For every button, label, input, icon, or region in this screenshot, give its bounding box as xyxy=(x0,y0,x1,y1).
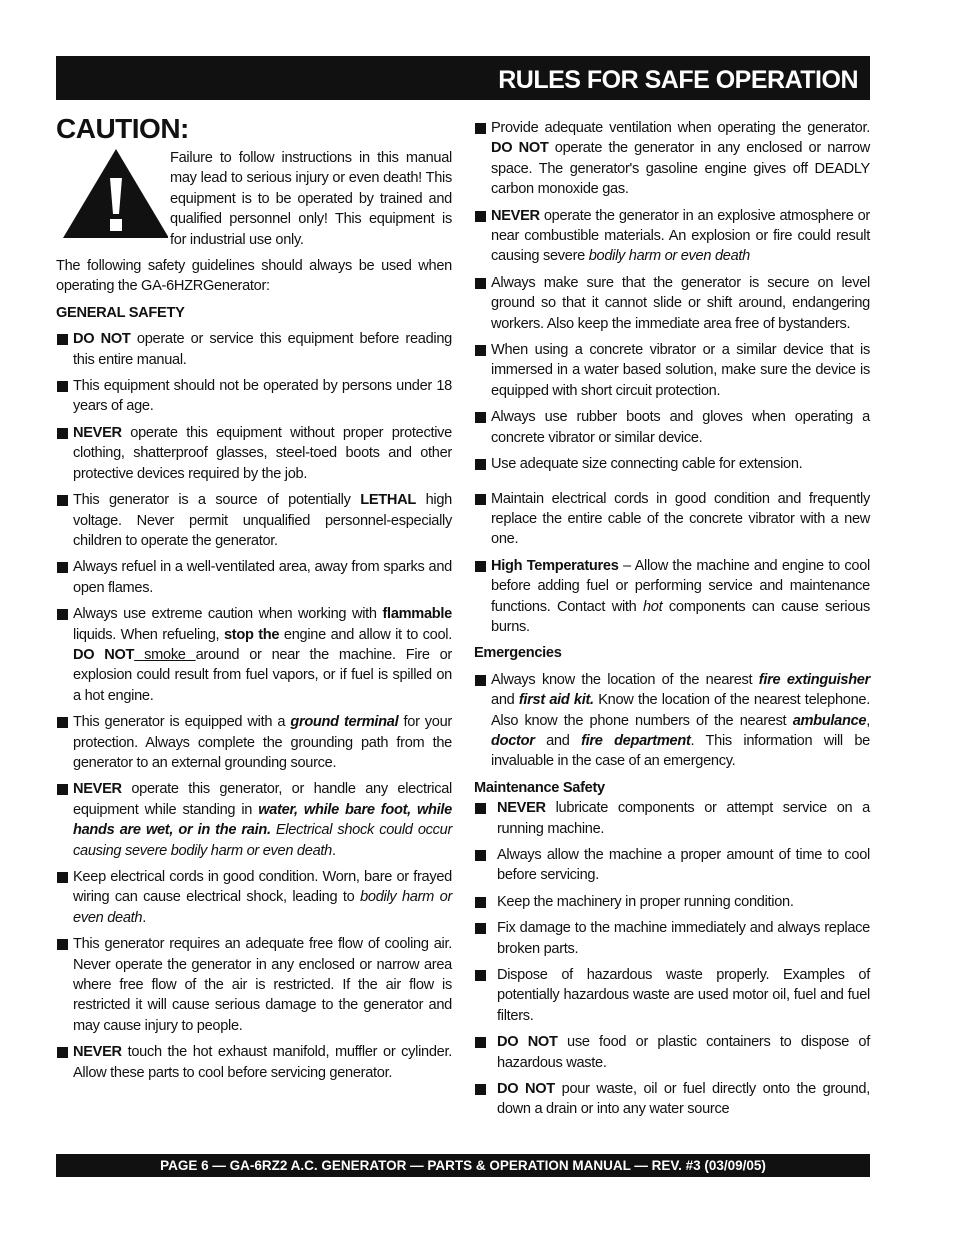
list-item: Maintain electrical cords in good condition and frequently replace the entire cable of the concrete vibrator with a new one. xyxy=(474,489,870,550)
list-item: Always use extreme caution when working with flammable liquids. When refueling, stop the engine and allow it to cool. DO NOT smoke around or near the machine. Fire or explosion could result from fuel vapors, or if fuel is spilled on a hot engine. xyxy=(56,604,452,706)
list-item: NEVER operate the generator in an explosive atmosphere or near combustible materials. An explosion or fire could result causing severe bodily harm or even death xyxy=(474,206,870,267)
bullet-square-icon xyxy=(475,675,486,686)
list-item: This generator is equipped with a ground terminal for your protection. Always complete the grounding path from the generator to an external grounding source. xyxy=(56,712,452,773)
list-item: Fix damage to the machine immediately and always replace broken parts. xyxy=(474,918,870,959)
bullet-square-icon xyxy=(57,495,68,506)
list-item: Always make sure that the generator is secure on level ground so that it cannot slide or shift around, endangering workers. Also keep the immediate area free of bystanders. xyxy=(474,273,870,334)
list-item: Use adequate size connecting cable for extension. xyxy=(474,454,870,474)
list-item: Keep the machinery in proper running condition. xyxy=(474,892,870,912)
left-column xyxy=(56,148,452,1089)
bullet-square-icon xyxy=(475,897,486,908)
bullet-square-icon xyxy=(57,381,68,392)
bullet-square-icon xyxy=(475,459,486,470)
bullet-square-icon xyxy=(57,562,68,573)
list-item: When using a concrete vibrator or a similar device that is immersed in a water based solution, make sure the device is equipped with short circuit protection. xyxy=(474,340,870,401)
emergencies-list xyxy=(474,670,870,772)
bullet-square-icon xyxy=(57,334,68,345)
list-item: DO NOT use food or plastic containers to dispose of hazardous waste. xyxy=(474,1032,870,1073)
list-item: This equipment should not be operated by persons under 18 years of age. xyxy=(56,376,452,417)
guidelines-text: The following safety guidelines should always be used when operating the GA-6HZRGenerator: xyxy=(56,258,452,295)
bullet-square-icon xyxy=(475,1084,486,1095)
bullet-square-icon xyxy=(475,123,486,134)
list-item: High Temperatures – Allow the machine and engine to cool before adding fuel or performing service and maintenance functions. Contact with hot components can cause serious burns. xyxy=(474,556,870,638)
list-item: This generator is a source of potentially LETHAL high voltage. Never permit unqualified personnel-especially children to operate the generator. xyxy=(56,490,452,551)
bullet-square-icon xyxy=(475,1037,486,1048)
bullet-square-icon xyxy=(57,872,68,883)
list-item: Always know the location of the nearest fire extinguisher and first aid kit. Know the location of the nearest telephone. Also know the phone numbers of the nearest ambulance, doctor and fire department. This information will be invaluable in the case of an emergency. xyxy=(474,670,870,772)
bullet-square-icon xyxy=(57,939,68,950)
list-item: Keep electrical cords in good condition. Worn, bare or frayed wiring can cause electrical shock, leading to bodily harm or even death. xyxy=(56,867,452,928)
general-safety-list xyxy=(56,329,452,1083)
operation-safety-list xyxy=(474,118,870,637)
list-item: DO NOT pour waste, oil or fuel directly onto the ground, down a drain or into any water source xyxy=(474,1079,870,1120)
general-safety-heading: GENERAL SAFETY xyxy=(56,304,185,321)
bullet-square-icon xyxy=(475,923,486,934)
bullet-square-icon xyxy=(57,717,68,728)
bullet-square-icon xyxy=(475,278,486,289)
caution-intro xyxy=(56,148,452,250)
bullet-square-icon xyxy=(57,784,68,795)
section-header: RULES FOR SAFE OPERATION xyxy=(56,56,870,100)
bullet-square-icon xyxy=(57,428,68,439)
bullet-square-icon xyxy=(475,412,486,423)
list-item: NEVER operate this generator, or handle any electrical equipment while standing in water, while bare foot, while hands are wet, or in the rain. Electrical shock could occur causing severe bodily harm or even death. xyxy=(56,779,452,861)
bullet-square-icon xyxy=(57,609,68,620)
list-item: NEVER touch the hot exhaust manifold, muffler or cylinder. Allow these parts to cool before servicing generator. xyxy=(56,1042,452,1083)
list-item: This generator requires an adequate free flow of cooling air. Never operate the generator in any enclosed or narrow area where free flow of the air is restricted. If the air flow is restricted it will cause serious damage to the generator and may cause injury to people. xyxy=(56,934,452,1036)
emergencies-heading: Emergencies xyxy=(474,645,562,662)
list-item: Always allow the machine a proper amount of time to cool before servicing. xyxy=(474,845,870,886)
list-item: Provide adequate ventilation when operating the generator. DO NOT operate the generator in any enclosed or narrow space. The generator's gasoline engine gives off DEADLY carbon monoxide gas. xyxy=(474,118,870,200)
maintenance-safety-list xyxy=(474,798,870,1120)
list-item: Always use rubber boots and gloves when operating a concrete vibrator or similar device. xyxy=(474,407,870,448)
bullet-square-icon xyxy=(475,345,486,356)
bullet-square-icon xyxy=(57,1047,68,1058)
bullet-square-icon xyxy=(475,850,486,861)
bullet-square-icon xyxy=(475,211,486,222)
list-item: Dispose of hazardous waste properly. Examples of potentially hazardous waste are used motor oil, fuel and fuel filters. xyxy=(474,965,870,1026)
bullet-square-icon xyxy=(475,970,486,981)
page-footer: PAGE 6 — GA-6RZ2 A.C. GENERATOR — PARTS & OPERATION MANUAL — REV. #3 (03/09/05) xyxy=(56,1154,870,1177)
list-item: NEVER operate this equipment without proper protective clothing, shatterproof glasses, steel-toed boots and other protective devices required by the job. xyxy=(56,423,452,484)
right-column xyxy=(474,118,870,1126)
caution-intro-text: Failure to follow instructions in this manual may lead to serious injury or even death! This equipment is to be operated by trained and qualified personnel only! This equipment is for industrial use only. xyxy=(170,150,452,248)
list-item: Always refuel in a well-ventilated area, away from sparks and open flames. xyxy=(56,557,452,598)
bullet-square-icon xyxy=(475,803,486,814)
maintenance-safety-heading: Maintenance Safety xyxy=(474,779,605,796)
list-item: DO NOT operate or service this equipment before reading this entire manual. xyxy=(56,329,452,370)
bullet-square-icon xyxy=(475,561,486,572)
warning-triangle-icon xyxy=(56,148,168,240)
caution-title: CAUTION: xyxy=(56,113,189,144)
bullet-square-icon xyxy=(475,494,486,505)
list-item: NEVER lubricate components or attempt service on a running machine. xyxy=(474,798,870,839)
